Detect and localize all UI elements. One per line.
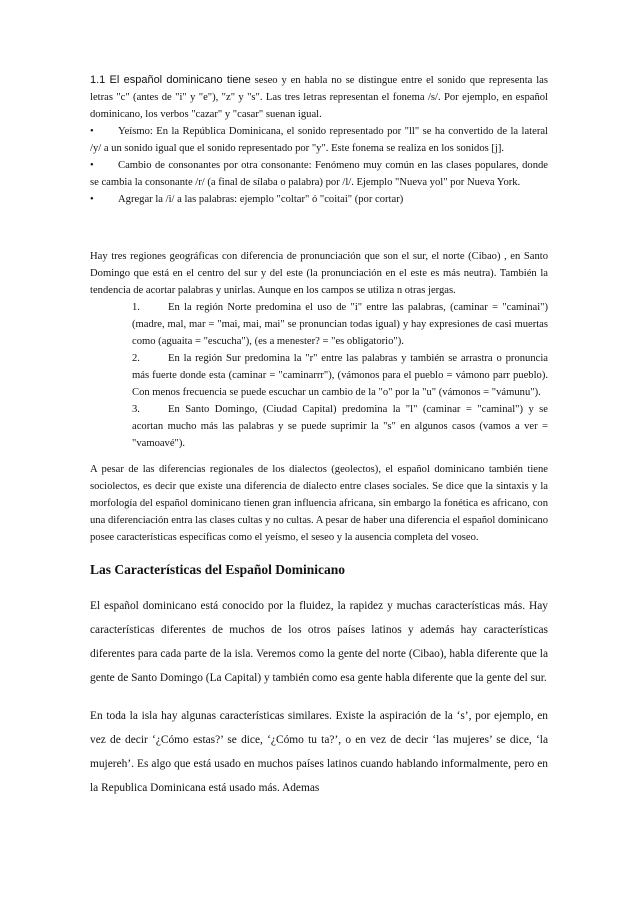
bullet-item	[90, 157, 548, 191]
intro-paragraph	[90, 72, 548, 123]
bullet-icon: •	[90, 160, 94, 171]
bullet-icon: •	[90, 194, 94, 205]
item-number: 2.	[132, 353, 140, 364]
bullet-icon: •	[90, 126, 94, 137]
intro-lead: 1.1 El español dominicano tiene	[90, 74, 251, 86]
bullet-text: Agregar la /i/ a las palabras: ejemplo "coltar" ó "coitai" (por cortar)	[118, 194, 404, 205]
intro-text: seseo y en habla no se distingue entre el sonido que representa las letras "c" (antes de "i" y "e"), "z" y "s". Las tres letras representan el fonema /s/. Por ejemplo, en español dominicano, los verbos "cazar" y "casar" suenan igual.	[90, 75, 549, 120]
bullet-text: Cambio de consonantes por otra consonante: Fenómeno muy común en las clases populares, donde se cambia la consonante /r/ (a final de sílaba o palabra) por /l/. Ejemplo "Nueva yol" por Nueva York.	[90, 160, 548, 188]
body-paragraph: El español dominicano está conocido por la fluidez, la rapidez y muchas características más. Hay características diferentes de muchos de los otros países latinos y además hay características diferentes para cada parte de la isla. Veremos como la gente del norte (Cibao), habla diferente que la gente de Santo Domingo (La Capital) y también como esa gente habla diferente que la gente del sur.	[90, 600, 548, 684]
numbered-item	[90, 299, 548, 350]
bullet-text: Yeísmo: En la República Dominicana, el sonido representado por "ll" se ha convertido de la lateral /y/ a un sonido igual que el sonido representado por "y". Este fonema se realiza en los sonidos [j].	[90, 126, 548, 154]
item-text: En la región Sur predomina la "r" entre las palabras y también se arrastra o pronuncia más fuerte donde esta (caminar = "caminarrr"), (vámonos para el pueblo = vámono parr pueblo). Con menos frecuencia se puede escuchar un cambio de la "o" por la "u" (vámonos = "vámunu").	[132, 353, 548, 398]
regions-paragraph: Hay tres regiones geográficas con diferencia de pronunciación que son el sur, el norte (Cibao) , en Santo Domingo que está en el centro del sur y del este (la pronunciación en el este es más neutra). También la tendencia de acortar palabras y unirlas. Aunque en los campos se utiliza n otras jergas.	[90, 251, 548, 296]
sociolects-paragraph: A pesar de las diferencias regionales de los dialectos (geolectos), el español dominicano también tiene sociolectos, es decir que existe una diferencia de dialecto entre clases sociales. Se dice que la sintaxis y la morfología del español dominicano tienen gran influencia africana, sin embargo la fonética es africano, con una diferenciación entra las clases cultas y no cultas. A pesar de haber una diferencia el español dominicano posee características específicas como el yeísmo, el seseo y la ausencia completa del voseo.	[90, 464, 548, 543]
document-page	[90, 72, 548, 800]
item-number: 1.	[132, 302, 140, 313]
bullet-item	[90, 123, 548, 157]
numbered-item	[90, 401, 548, 452]
body-paragraph: En toda la isla hay algunas características similares. Existe la aspiración de la ‘s’, por ejemplo, en vez de decir ‘¿Cómo estas?’ se dice, ‘¿Cómo tu ta?’, o en vez de decir ‘las mujeres’ se dice, ‘la mujereh’. Es algo que está usado en muchos países latinos cuando hablando informalmente, pero en la Republica Dominicana está usado más. Ademas	[90, 710, 548, 794]
numbered-item	[90, 350, 548, 401]
section-heading: Las Características del Español Dominicano	[90, 562, 345, 577]
item-text: En Santo Domingo, (Ciudad Capital) predomina la "l" (caminar = "caminal") y se acortan mucho más las palabras y se puede suprimir la "s" en algunos casos (vamos a ver = "vamoavé").	[132, 404, 548, 449]
bullet-item	[90, 191, 548, 208]
item-text: En la región Norte predomina el uso de "i" entre las palabras, (caminar = "caminai") (madre, mal, mar = "mai, mai, mai" se pronuncian todas igual) y hay expresiones de casi muertas como (aguaita = "escucha"), (es a menester? = "es obligatorio").	[132, 302, 548, 347]
item-number: 3.	[132, 404, 140, 415]
